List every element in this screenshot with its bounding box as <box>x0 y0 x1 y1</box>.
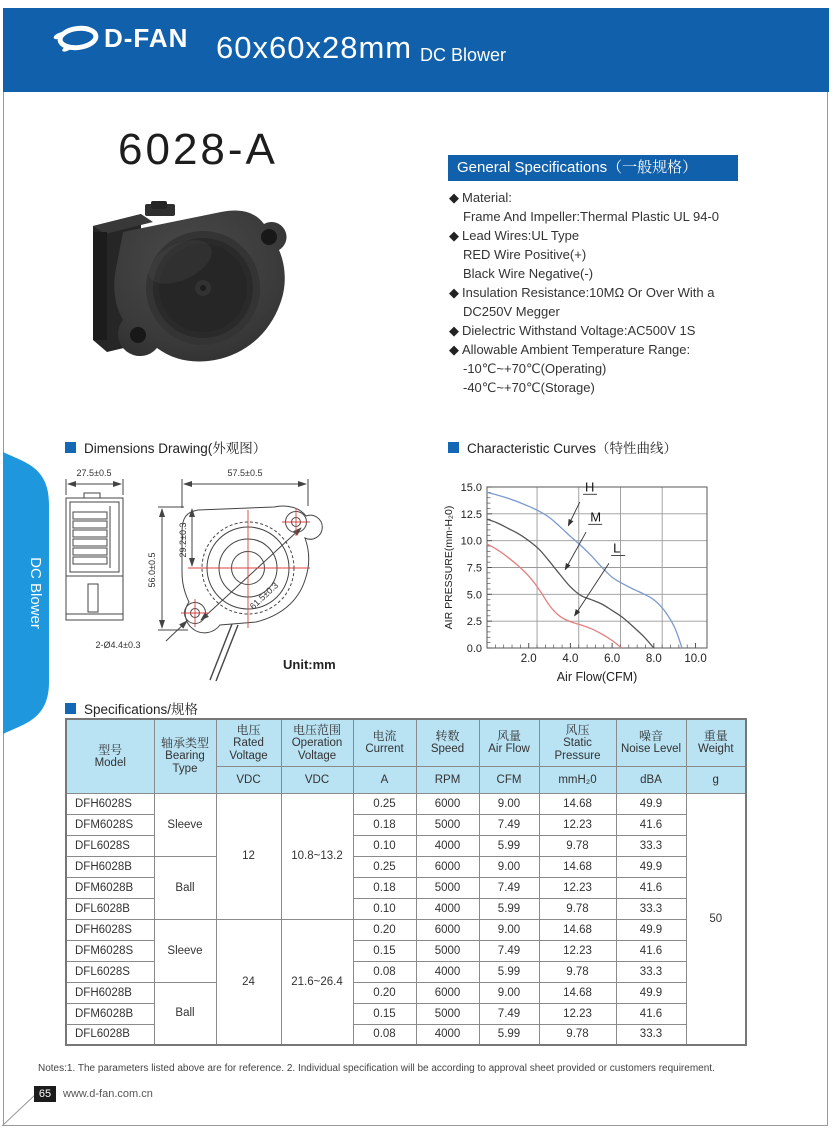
diamond-bullet-icon: ◆ <box>449 342 459 357</box>
notes-text: Notes:1. The parameters listed above are for reference. 2. Individual specification will be according to approval sheet provided or customers requirement. <box>38 1063 715 1074</box>
table-cell: DFH6028B <box>66 856 154 877</box>
general-specs-list <box>449 188 789 397</box>
section-characteristic-curves <box>448 437 677 457</box>
table-cell: DFL6028B <box>66 898 154 919</box>
y-axis-title: AIR PRESSURE(mm-H₂0) <box>443 505 455 630</box>
table-cell: 0.25 <box>353 856 416 877</box>
spec-line-text: Allowable Ambient Temperature Range: <box>462 342 691 357</box>
side-tab-shape <box>3 452 51 734</box>
dim-mount-holes: 2-Ø4.4±0.3 <box>95 640 141 650</box>
col-header: 风量 Air Flow <box>479 719 539 766</box>
table-cell: 0.18 <box>353 877 416 898</box>
table-cell: 41.6 <box>616 877 686 898</box>
fan-swoosh-icon <box>52 22 102 54</box>
table-cell: 5.99 <box>479 961 539 982</box>
table-cell: 6000 <box>416 793 479 814</box>
y-tick-label: 2.5 <box>466 616 482 629</box>
curve-label-M: M <box>590 509 602 525</box>
table-cell: 49.9 <box>616 856 686 877</box>
table-cell: 14.68 <box>539 982 616 1003</box>
col-unit: VDC <box>216 766 281 793</box>
col-unit: RPM <box>416 766 479 793</box>
table-cell: 21.6~26.4 <box>281 919 353 1045</box>
table-cell: 49.9 <box>616 793 686 814</box>
table-cell: 0.08 <box>353 961 416 982</box>
y-tick-label: 10.0 <box>460 535 482 548</box>
col-unit: dBA <box>616 766 686 793</box>
table-cell: 49.9 <box>616 982 686 1003</box>
col-header: 噪音 Noise Level <box>616 719 686 766</box>
page-number-badge: 65 <box>34 1086 56 1102</box>
col-unit: g <box>686 766 746 793</box>
spec-line-text: Dielectric Withstand Voltage:AC500V 1S <box>462 323 696 338</box>
product-model-title: 6028-A <box>118 125 278 174</box>
table-cell: 9.78 <box>539 835 616 856</box>
table-cell: 5000 <box>416 877 479 898</box>
side-tab-label: DC Blower <box>27 557 44 629</box>
table-cell: 14.68 <box>539 856 616 877</box>
table-cell: 7.49 <box>479 877 539 898</box>
general-specs-title-bar: General Specifications（一般规格） <box>448 155 738 181</box>
col-unit: A <box>353 766 416 793</box>
front-view <box>158 479 322 681</box>
curve-label-L: L <box>613 540 621 556</box>
table-cell: 9.78 <box>539 1024 616 1045</box>
section-specifications <box>65 698 198 718</box>
table-cell: 12 <box>216 793 281 919</box>
spec-line <box>449 302 789 321</box>
spec-line <box>449 264 789 283</box>
table-cell: 41.6 <box>616 814 686 835</box>
header-size-label: 60x60x28mm <box>216 30 413 65</box>
spec-line-text: -40℃~+70℃(Storage) <box>463 380 595 395</box>
characteristic-curves-chart <box>440 468 820 693</box>
col-unit: CFM <box>479 766 539 793</box>
table-cell: 33.3 <box>616 898 686 919</box>
table-cell: Ball <box>154 856 216 919</box>
dim-side-width: 27.5±0.5 <box>76 468 112 478</box>
table-cell: 0.15 <box>353 940 416 961</box>
spec-line-text: Frame And Impeller:Thermal Plastic UL 94-0 <box>463 209 720 224</box>
table-cell: 4000 <box>416 835 479 856</box>
spec-line <box>449 321 789 340</box>
y-tick-label: 12.5 <box>460 508 482 521</box>
table-cell: 14.68 <box>539 793 616 814</box>
spec-line <box>449 283 789 302</box>
spec-line-text: Material: <box>462 190 512 205</box>
table-cell: Sleeve <box>154 919 216 982</box>
col-unit: mmH₂0 <box>539 766 616 793</box>
x-tick-label: 8.0 <box>645 653 662 665</box>
table-cell: 12.23 <box>539 814 616 835</box>
col-header: 风压 Static Pressure <box>539 719 616 766</box>
table-cell: 24 <box>216 919 281 1045</box>
table-row <box>66 982 746 1003</box>
curve-label-arrow <box>565 532 586 570</box>
side-tab-dc-blower <box>3 452 51 739</box>
table-cell: 0.20 <box>353 982 416 1003</box>
table-cell: 7.49 <box>479 940 539 961</box>
table-cell: 41.6 <box>616 1003 686 1024</box>
spec-line-text: DC250V Megger <box>463 304 560 319</box>
table-cell: 49.9 <box>616 919 686 940</box>
dim-unit-label: Unit:mm <box>283 657 336 672</box>
dimensions-drawing <box>58 462 443 694</box>
table-cell: 5000 <box>416 940 479 961</box>
col-header: 轴承类型 Bearing Type <box>154 719 216 793</box>
table-cell: 4000 <box>416 1024 479 1045</box>
diamond-bullet-icon: ◆ <box>449 285 459 300</box>
table-cell: 9.78 <box>539 961 616 982</box>
col-header: 转数 Speed <box>416 719 479 766</box>
table-cell: 12.23 <box>539 1003 616 1024</box>
spec-table <box>65 718 747 1046</box>
table-cell: 10.8~13.2 <box>281 793 353 919</box>
table-cell: 9.00 <box>479 919 539 940</box>
curve-label-H: H <box>585 479 595 495</box>
table-cell: 5.99 <box>479 835 539 856</box>
table-cell: 5.99 <box>479 898 539 919</box>
x-tick-label: 4.0 <box>562 653 579 665</box>
table-cell: 0.25 <box>353 793 416 814</box>
dim-hole-diagonal: 61.5±0.3 <box>247 580 281 612</box>
table-row <box>66 919 746 940</box>
table-row <box>66 856 746 877</box>
page-header <box>3 8 829 92</box>
table-cell: 0.20 <box>353 919 416 940</box>
diamond-bullet-icon: ◆ <box>449 190 459 205</box>
table-row <box>66 793 746 814</box>
table-cell: 5000 <box>416 814 479 835</box>
table-cell: DFM6028S <box>66 940 154 961</box>
col-header: 电流 Current <box>353 719 416 766</box>
blue-square-icon <box>65 442 76 453</box>
x-tick-label: 2.0 <box>520 653 537 665</box>
table-cell: 33.3 <box>616 835 686 856</box>
section-dimensions-drawing <box>65 437 266 457</box>
table-cell: 9.00 <box>479 856 539 877</box>
table-cell: 14.68 <box>539 919 616 940</box>
table-cell: 4000 <box>416 898 479 919</box>
table-cell: DFH6028B <box>66 982 154 1003</box>
table-cell: 0.10 <box>353 835 416 856</box>
table-cell: DFM6028B <box>66 1003 154 1024</box>
spec-line <box>449 340 789 359</box>
table-cell: Sleeve <box>154 793 216 856</box>
table-cell: 7.49 <box>479 1003 539 1024</box>
table-cell: DFL6028S <box>66 961 154 982</box>
col-header: 重量 Weight <box>686 719 746 766</box>
table-cell: DFM6028S <box>66 814 154 835</box>
curve-H <box>487 492 682 648</box>
curve-L <box>487 544 622 648</box>
website-text: www.d-fan.com.cn <box>63 1088 153 1100</box>
table-cell: 0.08 <box>353 1024 416 1045</box>
y-tick-label: 0.0 <box>466 643 482 655</box>
section-dimensions-title: Dimensions Drawing(外观图） <box>84 441 267 456</box>
diamond-bullet-icon: ◆ <box>449 323 459 338</box>
table-cell: DFL6028B <box>66 1024 154 1045</box>
header-product-type: DC Blower <box>420 45 507 65</box>
table-cell: 12.23 <box>539 940 616 961</box>
spec-line-text: -10℃~+70℃(Operating) <box>463 361 607 376</box>
col-header: 型号 Model <box>66 719 154 793</box>
brand-name: D-FAN <box>104 22 189 53</box>
dim-inlet-offset: 29.2±0.3 <box>178 522 188 558</box>
table-cell: 33.3 <box>616 1024 686 1045</box>
table-cell: DFH6028S <box>66 919 154 940</box>
spec-line <box>449 378 789 397</box>
col-unit: VDC <box>281 766 353 793</box>
table-cell: 9.78 <box>539 898 616 919</box>
table-cell: 0.10 <box>353 898 416 919</box>
table-cell: DFM6028B <box>66 877 154 898</box>
blue-square-icon <box>65 703 76 714</box>
y-tick-label: 15.0 <box>460 482 482 494</box>
x-tick-label: 10.0 <box>684 653 707 665</box>
spec-line <box>449 245 789 264</box>
table-cell: 5.99 <box>479 1024 539 1045</box>
table-cell: 6000 <box>416 856 479 877</box>
section-spec-table-title: Specifications/规格 <box>84 702 199 717</box>
diamond-bullet-icon: ◆ <box>449 228 459 243</box>
table-cell: 33.3 <box>616 961 686 982</box>
dim-front-height: 56.0±0.5 <box>147 552 157 588</box>
side-view <box>66 479 123 620</box>
table-cell: 4000 <box>416 961 479 982</box>
product-photo <box>83 192 291 388</box>
table-cell: 50 <box>686 793 746 1045</box>
table-cell: 6000 <box>416 982 479 1003</box>
table-cell: 7.49 <box>479 814 539 835</box>
table-cell: 9.00 <box>479 982 539 1003</box>
spec-line <box>449 188 789 207</box>
spec-line <box>449 207 789 226</box>
table-cell: 41.6 <box>616 940 686 961</box>
spec-line <box>449 359 789 378</box>
table-cell: Ball <box>154 982 216 1045</box>
table-cell: 5000 <box>416 1003 479 1024</box>
brand-logo <box>52 22 188 54</box>
spec-table-wrap <box>65 718 747 1046</box>
curve-M <box>487 519 654 648</box>
table-cell: 6000 <box>416 919 479 940</box>
table-cell: 0.15 <box>353 1003 416 1024</box>
dim-front-width: 57.5±0.5 <box>227 468 263 478</box>
col-header: 电压范围 Operation Voltage <box>281 719 353 766</box>
spec-line-text: Lead Wires:UL Type <box>462 228 580 243</box>
spec-line-text: RED Wire Positive(+) <box>463 247 587 262</box>
spec-line <box>449 226 789 245</box>
table-cell: 9.00 <box>479 793 539 814</box>
blue-square-icon <box>448 442 459 453</box>
section-curves-title: Characteristic Curves（特性曲线） <box>467 441 678 456</box>
table-cell: DFH6028S <box>66 793 154 814</box>
y-tick-label: 7.5 <box>466 562 482 575</box>
table-cell: 12.23 <box>539 877 616 898</box>
spec-line-text: Insulation Resistance:10MΩ Or Over With a <box>462 285 715 300</box>
x-axis-title: Air Flow(CFM) <box>556 670 638 684</box>
centerlines <box>181 508 310 628</box>
curve-label-arrow <box>575 563 609 616</box>
table-cell: 0.18 <box>353 814 416 835</box>
col-header: 电压 Rated Voltage <box>216 719 281 766</box>
table-cell: DFL6028S <box>66 835 154 856</box>
x-tick-label: 6.0 <box>604 653 621 665</box>
y-tick-label: 5.0 <box>466 589 482 602</box>
spec-line-text: Black Wire Negative(-) <box>463 266 594 281</box>
